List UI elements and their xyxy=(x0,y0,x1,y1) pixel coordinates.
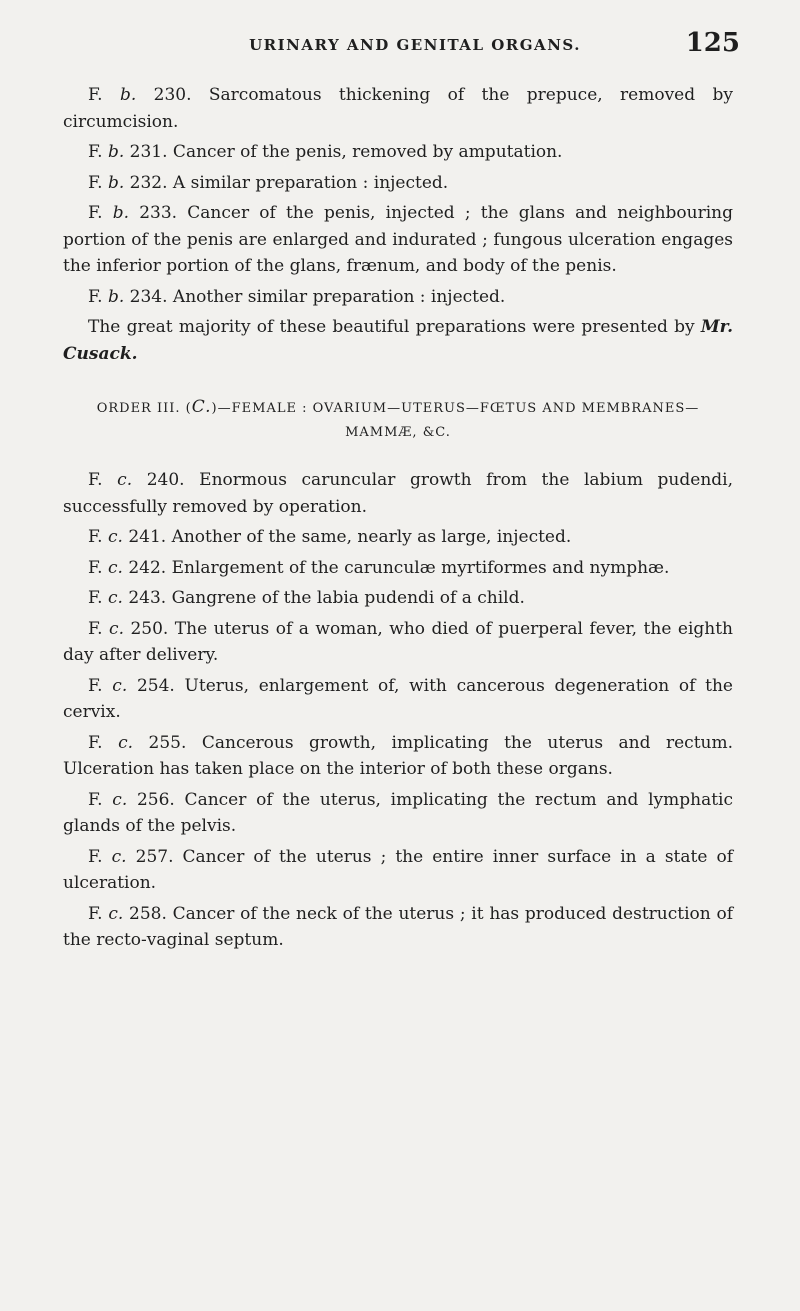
catalogue-entry: F. c. 256. Cancer of the uterus, implicating the rectum and lymphatic glands of the pelvis. xyxy=(63,789,734,836)
donor-note: The great majority of these beautiful preparations were presented by Mr. Cusack. xyxy=(63,317,733,364)
catalogue-entry: F. c. 258. Cancer of the neck of the uterus ; it has produced destruction of the recto-vaginal septum. xyxy=(63,903,733,950)
catalogue-entry: F. b. 234. Another similar preparation : injected. xyxy=(88,286,506,307)
catalogue-entry: F. c. 254. Uterus, enlargement of, with cancerous degeneration of the cervix. xyxy=(63,675,733,722)
donor-name: Mr. Cusack. xyxy=(63,317,733,364)
section-c-entries xyxy=(63,467,733,954)
catalogue-entry: F. b. 230. Sarcomatous thickening of the prepuce, removed by circumcision. xyxy=(63,85,733,132)
section-b-entries xyxy=(63,82,733,367)
order-heading: ORDER III. (C.)—FEMALE : OVARIUM—UTERUS—FŒTUS AND MEMBRANES—MAMMÆ, &C. xyxy=(96,397,700,440)
catalogue-entry: F. c. 255. Cancerous growth, implicating the uterus and rectum. Ulceration has taken place on the interior of both these organs. xyxy=(63,732,734,779)
catalogue-entry: F. b. 231. Cancer of the penis, removed by amputation. xyxy=(88,142,563,162)
catalogue-entry: F. b. 232. A similar preparation : injected. xyxy=(88,172,449,193)
running-head xyxy=(60,28,740,62)
page-number: 125 xyxy=(685,28,740,58)
catalogue-entry: F. c. 240. Enormous caruncular growth from the labium pudendi, successfully removed by operation. xyxy=(63,470,733,517)
catalogue-entry: F. c. 257. Cancer of the uterus ; the entire inner surface in a state of ulceration. xyxy=(63,846,733,893)
catalogue-entry: F. c. 242. Enlargement of the carunculæ myrtiformes and nymphæ. xyxy=(88,557,670,578)
catalogue-entry: F. c. 250. The uterus of a woman, who died of puerperal fever, the eighth day after delivery. xyxy=(63,618,733,665)
catalogue-entry: F. b. 233. Cancer of the penis, injected ; the glans and neighbouring portion of the penis are enlarged and indurated ; fungous ulceration engages the inferior portion of the glans, frænum, and body of the penis. xyxy=(63,203,733,276)
catalogue-entry: F. c. 241. Another of the same, nearly as large, injected. xyxy=(88,527,572,547)
running-title: URINARY AND GENITAL ORGANS. xyxy=(249,36,581,54)
catalogue-entry: F. c. 243. Gangrene of the labia pudendi of a child. xyxy=(88,588,525,608)
body-text xyxy=(63,82,733,958)
